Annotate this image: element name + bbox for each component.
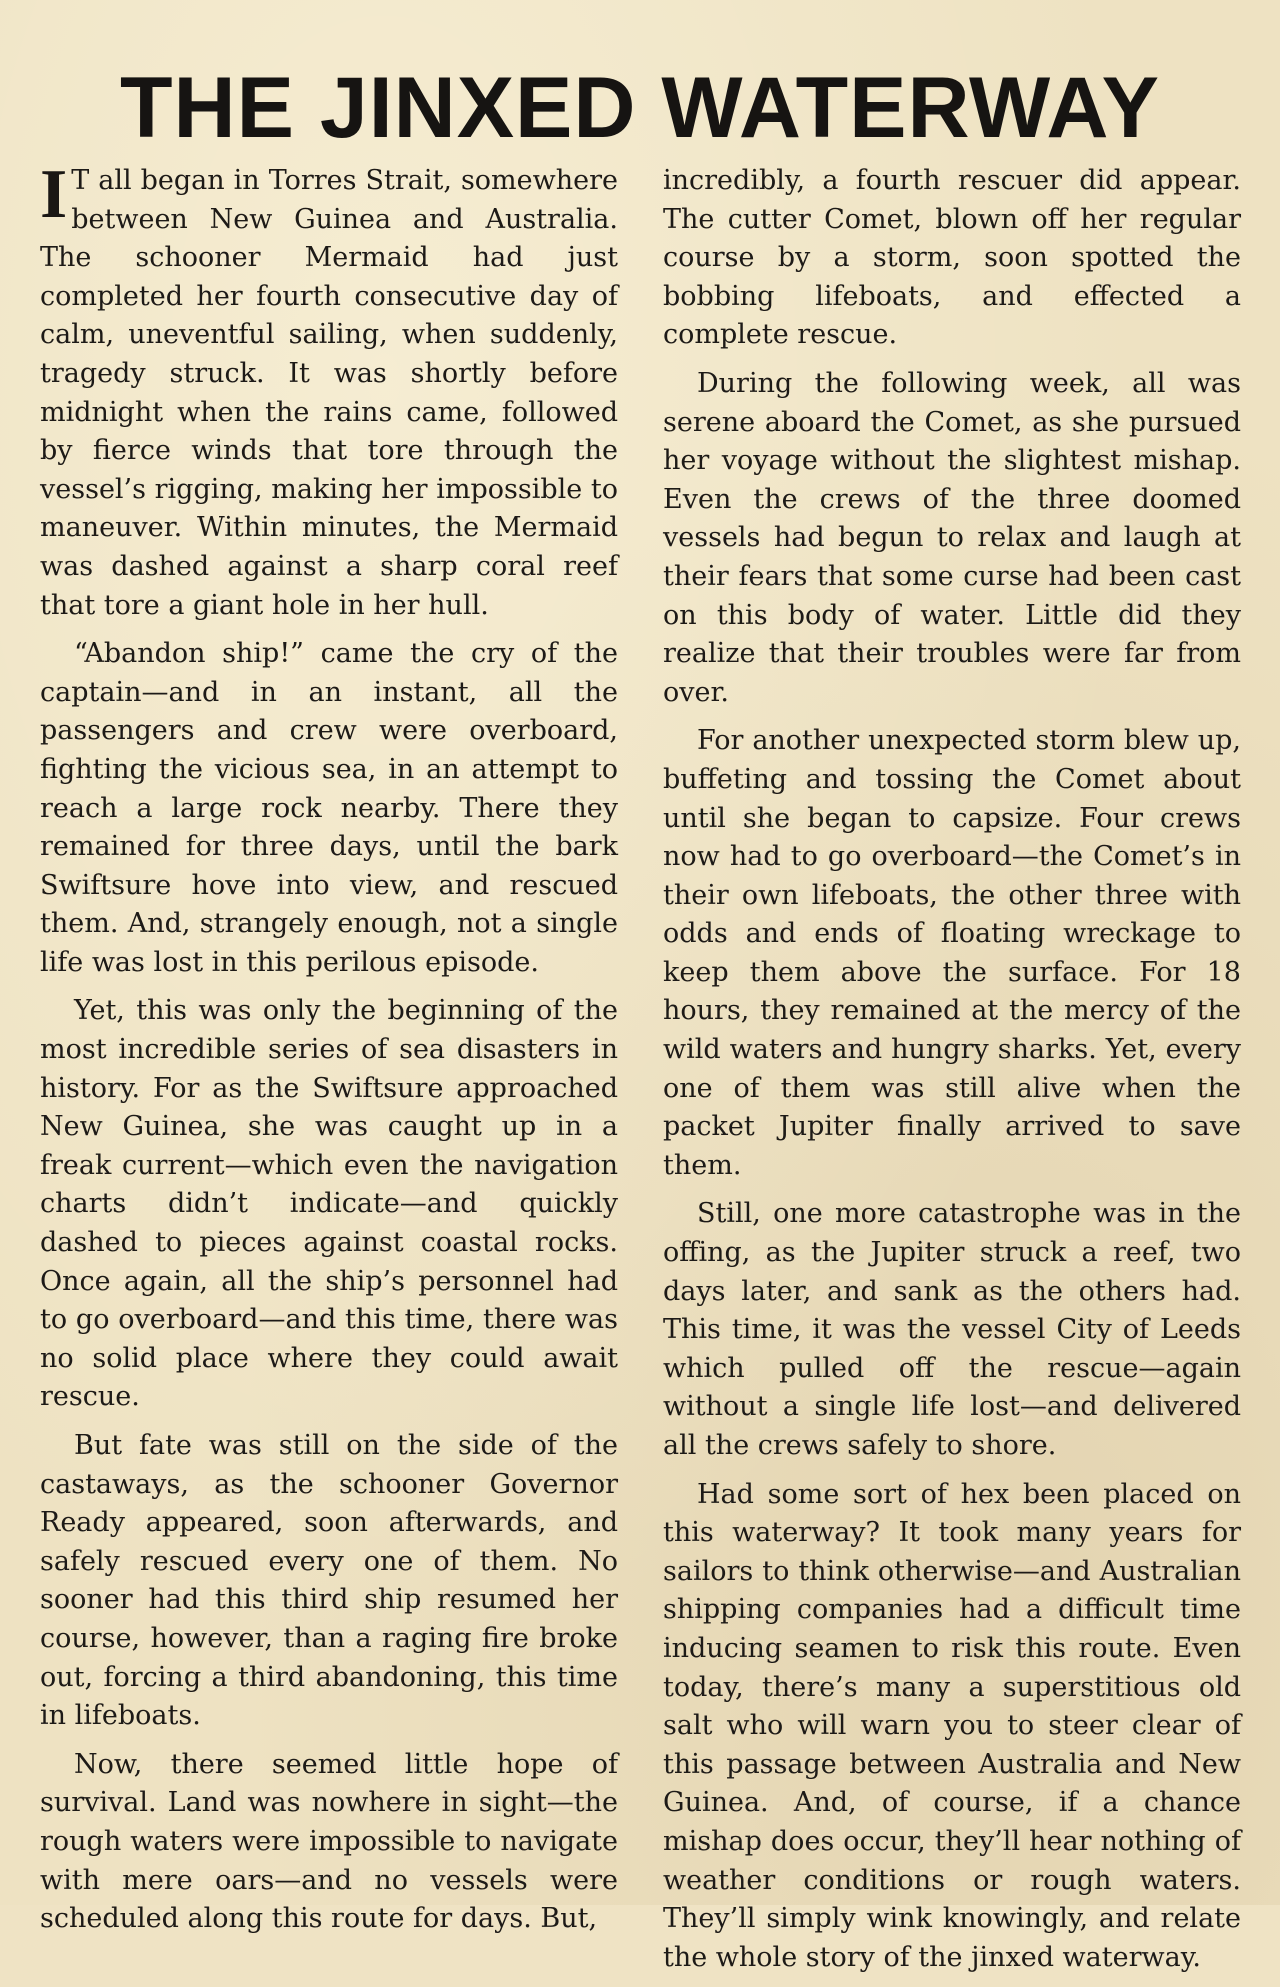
paragraph: “Abandon ship!” came the cry of the captain—and in an instant, all the passengers and crew were overboard, fighting the vicious sea, in an attempt to reach a large rock nearby. There they remained for three days, until the bark Swiftsure hove into view, and rescued them. And, strangely enough, not a single life was lost in this perilous episode. — [40, 638, 618, 978]
paragraph-continuation: incredibly, a fourth rescuer did appear. The cutter Comet, blown off her regular course by a storm, soon spotted the bobbing lifeboats, and effected a complete rescue. — [663, 165, 1241, 351]
paragraph: But fate was still on the side of the castaways, as the schooner Governor Ready appeared, soon afterwards, and safely rescued every one of them. No sooner had this third ship resumed her course, however, than a raging fire broke out, forcing a third abandoning, this time in lifeboats. — [40, 1430, 618, 1732]
paragraph: Now, there seemed little hope of survival. Land was nowhere in sight—the rough waters were impossible to navigate with mere oars—and no vessels were scheduled along this route for days. But, — [40, 1748, 618, 1935]
left-column — [40, 156, 618, 1949]
paragraph: For another unexpected storm blew up, buffeting and tossing the Comet about until she began to capsize. Four crews now had to go overboard—the Comet’s in their own lifeboats, the other three with odds and ends of floating wreckage to keep them above the surface. For 18 hours, they remained at the mercy of the wild waters and hungry sharks. Yet, every one of them was still alive when the packet Jupiter finally arrived to save them. — [663, 725, 1241, 1181]
paragraph: During the following week, all was serene aboard the Comet, as she pursued her voyage without the slightest mishap. Even the crews of the three doomed vessels had begun to relax and laugh at their fears that some curse had been cast on this body of water. Little did they realize that their troubles were far from over. — [663, 367, 1241, 708]
right-column — [663, 162, 1241, 1987]
article-title: THE JINXED WATERWAY — [119, 60, 1161, 156]
paragraph — [40, 156, 618, 625]
drop-cap: I — [40, 156, 68, 233]
paragraph: Still, one more catastrophe was in the offing, as the Jupiter struck a reef, two days later, and sank as the others had. This time, it was the vessel City of Leeds which pulled off the rescue—again without a single life lost—and delivered all the crews safely to shore. — [663, 1198, 1241, 1461]
paragraph-text: T all began in Torres Strait, somewhere between New Guinea and Australia. The schooner Mermaid had just completed her fourth consecutive day of calm, uneventful sailing, when suddenly, tragedy struck. It was shortly before midnight when the rains came, followed by fierce winds that tore through the vessel’s rigging, making her impossible to maneuver. Within minutes, the Mermaid was dashed against a sharp coral reef that tore a giant hole in her hull. — [40, 165, 618, 621]
paragraph: Had some sort of hex been placed on this waterway? It took many years for sailors to think otherwise—and Australian shipping companies had a difficult time inducing seamen to risk this route. Even today, there’s many a superstitious old salt who will warn you to steer clear of this passage between Australia and New Guinea. And, of course, if a chance mishap does occur, they’ll hear nothing of weather conditions or rough waters. They’ll simply wink knowingly, and relate the whole story of the jinxed waterway. — [663, 1478, 1241, 1973]
paragraph: Yet, this was only the beginning of the most incredible series of sea disasters in history. For as the Swiftsure approached New Guinea, she was caught up in a freak current—which even the navigation charts didn’t indicate—and quickly dashed to pieces against coastal rocks. Once again, all the ship’s personnel had to go overboard—and this time, there was no solid place where they could await rescue. — [40, 995, 618, 1413]
